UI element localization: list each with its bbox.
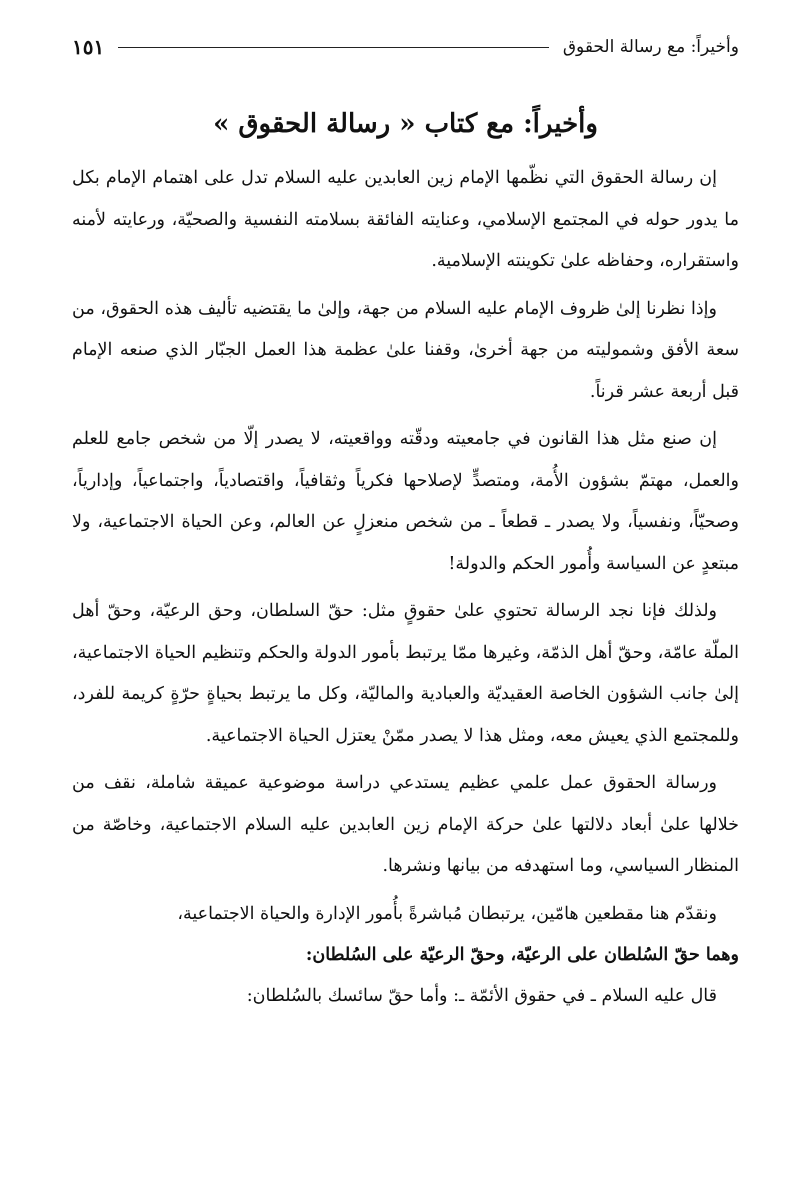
paragraph: وإذا نظرنا إلىٰ ظروف الإمام عليه السلام من جهة، وإلىٰ ما يقتضيه تأليف هذه الحقوق، من سعة الأفق وشموليته من جهة أخرىٰ، وقفنا علىٰ عظمة هذا العمل الجبّار الذي صنعه الإمام قبل أربعة عشر قرناً. — [72, 298, 739, 402]
paragraph: ونقدّم هنا مقطعين هامّين، يرتبطان مُباشرةً بأُمور الإدارة والحياة الاجتماعية، — [177, 903, 717, 924]
paragraph: إن رسالة الحقوق التي نظّمها الإمام زين العابدين عليه السلام تدل على اهتمام الإمام بكل ما يدور حوله في المجتمع الإسلامي، وعنايته الفائقة بسلامته النفسية والصحيّة، ورعايته لأمنه واستقراره، وحفاظه علىٰ تكوينته الإسلامية. — [72, 168, 739, 271]
paragraph: إن صنع مثل هذا القانون في جامعيته ودقّته وواقعيته، لا يصدر إلّا من شخص جامع للعلم والعمل، مهتمّ بشؤون الأُمة، ومتصدٍّ لإصلاحها فكرياً وثقافياً، واقتصادياً، واجتماعياً، وإدارياً، وصحيّاً، ونفسياً، ولا يصدر ـ قطعاً ـ من شخص منعزلٍ عن العالم، وعن الحياة الاجتماعية، ولا مبتعدٍ عن السياسة وأُمور الحكم والدولة! — [72, 429, 739, 574]
header-rule — [118, 47, 549, 48]
page-body — [72, 104, 739, 1017]
paragraph: ورسالة الحقوق عمل علمي عظيم يستدعي دراسة موضوعية عميقة شاملة، نقف من خلالها علىٰ أبعاد دلالتها علىٰ حركة الإمام زين العابدين عليه السلام الاجتماعية، وخاصّة من المنظار السياسي، وما استهدفه من بيانها ونشرها. — [72, 773, 739, 876]
page-number: ١٥١ — [72, 35, 105, 59]
quote-line: قال عليه السلام ـ في حقوق الأئمّة ـ: وأما حقّ سائسك بالسُلطان: — [246, 986, 717, 1006]
running-header — [72, 32, 739, 62]
running-title: وأخيراً: مع رسالة الحقوق — [562, 37, 739, 57]
paragraph: ولذلك فإنا نجد الرسالة تحتوي علىٰ حقوقٍ مثل: حقّ السلطان، وحق الرعيّة، وحقّ أهل الملّة عامّة، وحقّ أهل الذمّة، وغيرها ممّا يرتبط بأمور الدولة والحكم وتنظيم الحياة الاجتماعية، إلىٰ جانب الشؤون الخاصة العقيديّة والعبادية والماليّة، وكل ما يرتبط بحياةٍ حرّةٍ كريمة للفرد، وللمجتمع الذي يعيش معه، ومثل هذا لا يصدر ممّنْ يعتزل الحياة الاجتماعية. — [72, 601, 739, 746]
subheading: وهما حقّ السُلطان على الرعيّة، وحقّ الرعيّة على السُلطان: — [305, 945, 739, 965]
section-title: وأخيراً: مع كتاب « رسالة الحقوق » — [213, 109, 598, 139]
